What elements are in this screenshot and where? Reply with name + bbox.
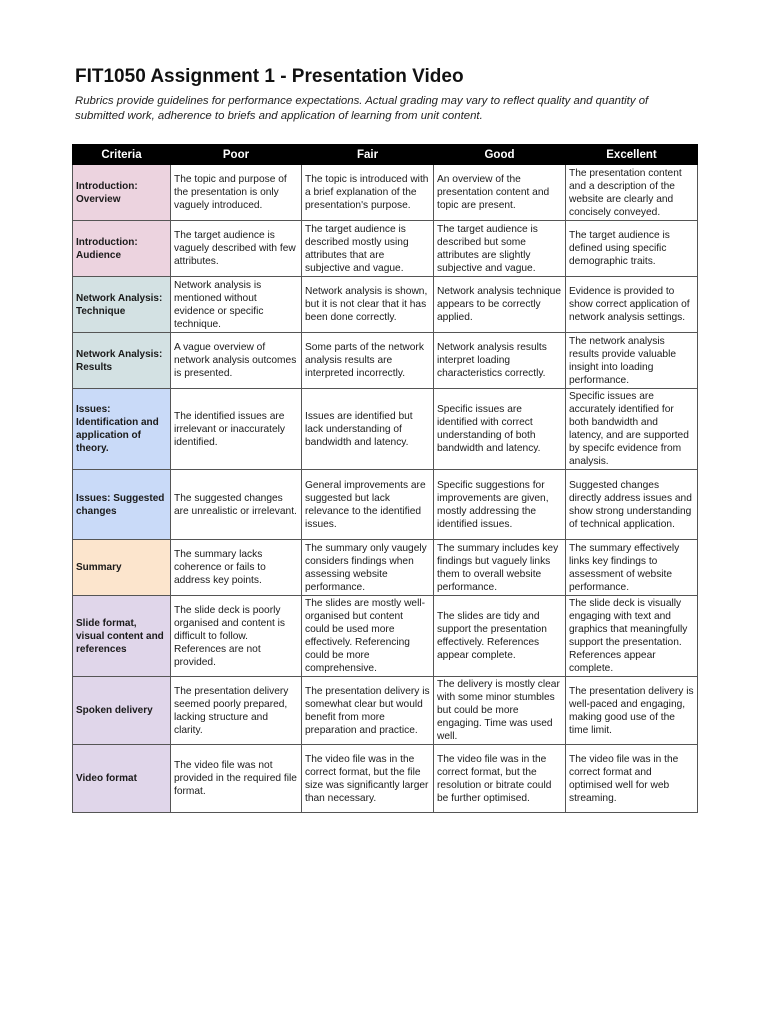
fair-cell: The summary only vaugely considers findings when assessing website performance. [302, 540, 434, 596]
header-excellent: Excellent [566, 145, 698, 165]
rubric-row [73, 677, 698, 745]
rubric-row [73, 333, 698, 389]
page-title: FIT1050 Assignment 1 - Presentation Video [75, 66, 464, 87]
good-cell: Specific issues are identified with correct understanding of both bandwidth and latency. [434, 389, 566, 470]
poor-cell: The topic and purpose of the presentation is only vaguely introduced. [171, 165, 302, 221]
rubric-row [73, 165, 698, 221]
poor-cell: The summary lacks coherence or fails to address key points. [171, 540, 302, 596]
rubric-row [73, 389, 698, 470]
poor-cell: The suggested changes are unrealistic or irrelevant. [171, 470, 302, 540]
rubric-header-row [73, 145, 698, 165]
criteria-cell: Network Analysis: Technique [73, 277, 171, 333]
fair-cell: The topic is introduced with a brief explanation of the presentation's purpose. [302, 165, 434, 221]
excellent-cell: Suggested changes directly address issues and show strong understanding of technical application. [566, 470, 698, 540]
fair-cell: The video file was in the correct format, but the file size was significantly larger than necessary. [302, 745, 434, 813]
poor-cell: A vague overview of network analysis outcomes is presented. [171, 333, 302, 389]
criteria-cell: Network Analysis: Results [73, 333, 171, 389]
poor-cell: The target audience is vaguely described with few attributes. [171, 221, 302, 277]
poor-cell: The slide deck is poorly organised and content is difficult to follow. References are not provided. [171, 596, 302, 677]
criteria-cell: Introduction: Overview [73, 165, 171, 221]
poor-cell: The identified issues are irrelevant or inaccurately identified. [171, 389, 302, 470]
criteria-cell: Video format [73, 745, 171, 813]
page-subtitle: Rubrics provide guidelines for performance expectations. Actual grading may vary to reflect quality and quantity of submitted work, adherence to briefs and application of learning from unit content. [75, 95, 649, 122]
good-cell: The target audience is described but some attributes are slightly subjective and vague. [434, 221, 566, 277]
fair-cell: Issues are identified but lack understanding of bandwidth and latency. [302, 389, 434, 470]
criteria-cell: Summary [73, 540, 171, 596]
header-poor: Poor [171, 145, 302, 165]
fair-cell: General improvements are suggested but lack relevance to the identified issues. [302, 470, 434, 540]
good-cell: Network analysis technique appears to be correctly applied. [434, 277, 566, 333]
excellent-cell: The presentation delivery is well-paced and engaging, making good use of the time limit. [566, 677, 698, 745]
good-cell: Network analysis results interpret loading characteristics correctly. [434, 333, 566, 389]
fair-cell: The target audience is described mostly using attributes that are subjective and vague. [302, 221, 434, 277]
poor-cell: The video file was not provided in the required file format. [171, 745, 302, 813]
criteria-cell: Issues: Suggested changes [73, 470, 171, 540]
excellent-cell: Evidence is provided to show correct application of network analysis settings. [566, 277, 698, 333]
excellent-cell: The presentation content and a description of the website are clearly and concisely conveyed. [566, 165, 698, 221]
fair-cell: Some parts of the network analysis results are interpreted incorrectly. [302, 333, 434, 389]
fair-cell: The slides are mostly well-organised but content could be used more effectively. Referencing could be more comprehensive. [302, 596, 434, 677]
criteria-cell: Issues: Identification and application of theory. [73, 389, 171, 470]
excellent-cell: The summary effectively links key findings to assessment of website performance. [566, 540, 698, 596]
excellent-cell: The video file was in the correct format and optimised well for web streaming. [566, 745, 698, 813]
criteria-cell: Spoken delivery [73, 677, 171, 745]
fair-cell: The presentation delivery is somewhat clear but would benefit from more preparation and practice. [302, 677, 434, 745]
good-cell: The video file was in the correct format, but the resolution or bitrate could be further optimised. [434, 745, 566, 813]
good-cell: The delivery is mostly clear with some minor stumbles but could be more engaging. Time was used well. [434, 677, 566, 745]
excellent-cell: Specific issues are accurately identified for both bandwidth and latency, and are supported by specifc evidence from analysis. [566, 389, 698, 470]
header-criteria: Criteria [73, 145, 171, 165]
rubric-row [73, 745, 698, 813]
rubric-row [73, 277, 698, 333]
rubric-row [73, 221, 698, 277]
header-fair: Fair [302, 145, 434, 165]
rubric-table [72, 144, 698, 813]
rubric-row [73, 540, 698, 596]
excellent-cell: The slide deck is visually engaging with text and graphics that meaningfully support the presentation. References appear complete. [566, 596, 698, 677]
good-cell: An overview of the presentation content and topic are present. [434, 165, 566, 221]
poor-cell: The presentation delivery seemed poorly prepared, lacking structure and clarity. [171, 677, 302, 745]
rubric-row [73, 470, 698, 540]
rubric-row [73, 596, 698, 677]
excellent-cell: The target audience is defined using specific demographic traits. [566, 221, 698, 277]
good-cell: The slides are tidy and support the presentation effectively. References appear complete. [434, 596, 566, 677]
criteria-cell: Slide format, visual content and references [73, 596, 171, 677]
poor-cell: Network analysis is mentioned without evidence or specific technique. [171, 277, 302, 333]
fair-cell: Network analysis is shown, but it is not clear that it has been done correctly. [302, 277, 434, 333]
excellent-cell: The network analysis results provide valuable insight into loading performance. [566, 333, 698, 389]
criteria-cell: Introduction: Audience [73, 221, 171, 277]
header-good: Good [434, 145, 566, 165]
good-cell: Specific suggestions for improvements are given, mostly addressing the identified issues. [434, 470, 566, 540]
good-cell: The summary includes key findings but vaguely links them to overall website performance. [434, 540, 566, 596]
